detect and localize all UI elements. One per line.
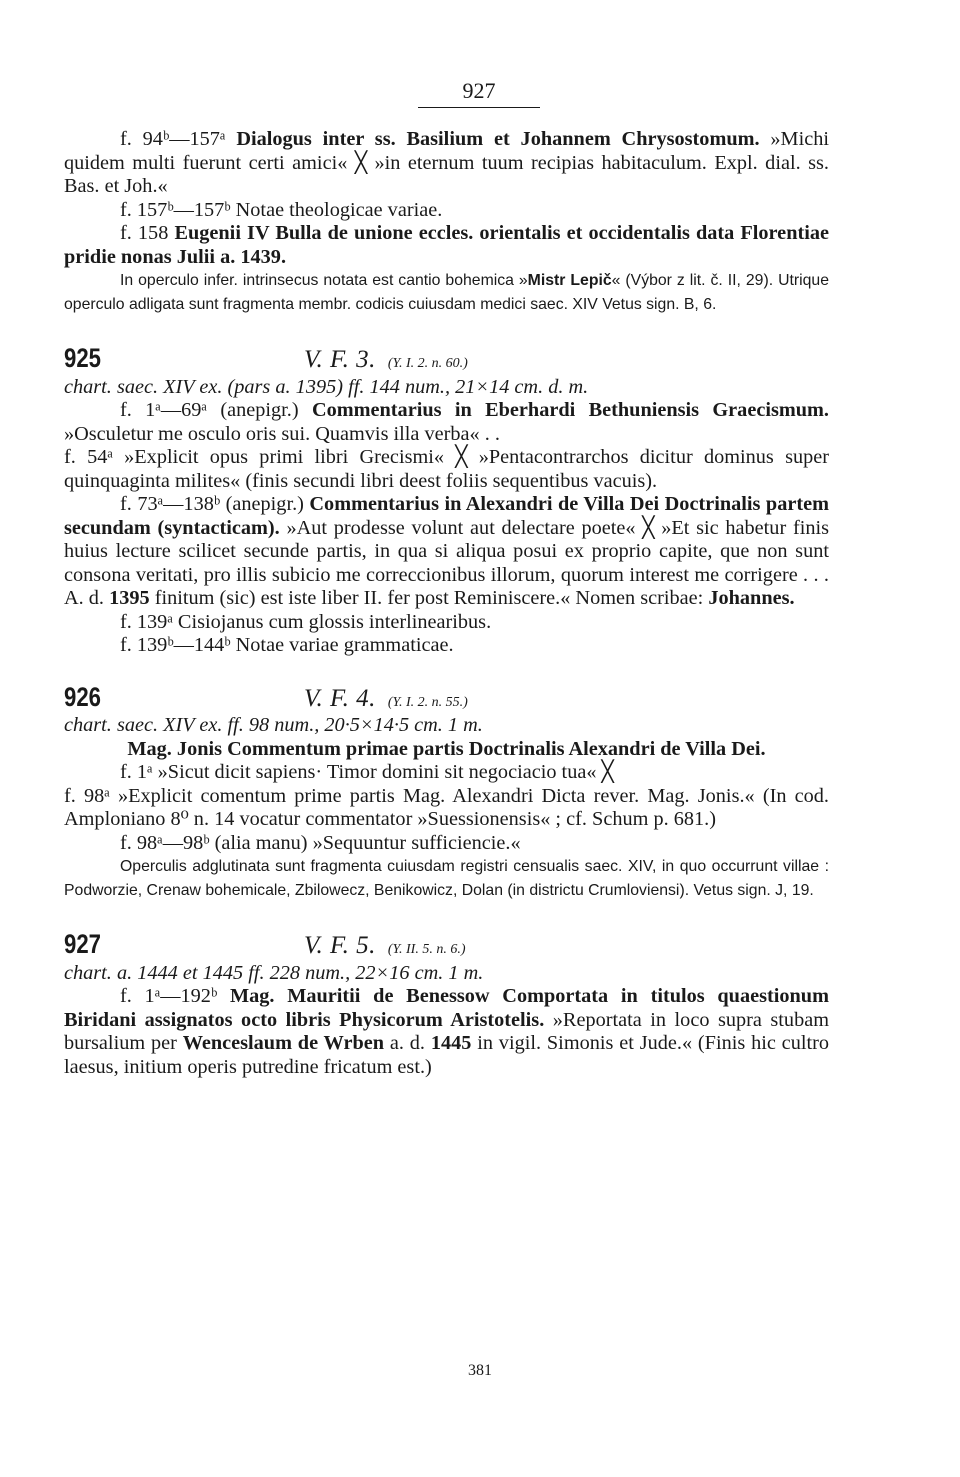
entry-heading [64, 343, 829, 376]
folio-paragraph: f. 1ᵃ—192ᵇ Mag. Mauritii de Benessow Comportata in titulos quaestionum Biridani assignatos octo libris Physicorum Aristotelis. »Reportata in loco supra stubam bursalium per Wenceslaum de Wrben a. d. 1445 in vigil. Simonis et Jude.« (Finis hic cultro laesus, initium operis putredine fricatum est.) [64, 985, 829, 1078]
physical-description: chart. saec. XIV ex. ff. 98 num., 20·5×14·5 cm. 1 m. [64, 714, 483, 736]
entry-number: 926 [64, 681, 101, 712]
entry-927 [64, 929, 829, 1079]
binding-note: Operculis adglutinata sunt fragmenta cuiusdam registri censualis saec. XIV, in quo occurrunt villae : Podworzie, Crenaw bohemicale, Zbilowecz, Benikowicz, Dolan (in districtu Crumloviensi). Vetus sign. J, 19. [64, 858, 829, 899]
work-title: Mag. Jonis Commentum primae partis Doctrinalis Alexandri de Villa Dei. [127, 737, 766, 760]
folio-paragraph: f. 139ᵇ—144ᵇ Notae variae grammaticae. [120, 634, 454, 656]
folio-paragraph: f. 54ᵃ »Explicit opus primi libri Grecismi« ╳ »Pentacontrarchos dicitur dominus super quinquaginta milites« (finis secundi libri deest foliis sequentibus vacuis). [64, 446, 829, 492]
shelf-signature: V. F. 4. [304, 684, 376, 712]
folio-paragraph: f. 73ᵃ—138ᵇ (anepigr.) Commentarius in Alexandri de Villa Dei Doctrinalis partem secundam (syntacticam). »Aut prodesse volunt aut delectare poete« ╳ »Et sic habetur finis huius lecture scilicet secunde partis, in qua si aliqua posui ex proprio capite, que non sunt consona veritati, pro illis subicio me correccionibus illorum, quorum interest me corrigere . . . A. d. 1395 finitum (sic) est iste liber II. fer post Reminiscere.« Nomen scribae: Johannes. [64, 493, 829, 609]
binding-note: In operculo infer. intrinsecus notata est cantio bohemica »Mistr Lepič« (Výbor z lit. č. II, 29). Utrique operculo adligata sunt fragmenta membr. codicis cuiusdam medici saec. XIV Vetus sign. B, 6. [64, 272, 830, 313]
page-footer-number: 381 [468, 1362, 492, 1379]
old-signature: (Y. II. 5. n. 6.) [387, 942, 466, 957]
folio-paragraph: f. 98ᵃ—98ᵇ (alia manu) »Sequuntur sufficiencie.« [120, 831, 521, 854]
entry-925 [64, 343, 829, 658]
entry-heading [64, 681, 829, 715]
page-content [64, 128, 829, 1079]
shelf-signature: V. F. 3. [304, 346, 376, 373]
old-signature: (Y. I. 2. n. 55.) [387, 694, 468, 710]
physical-description: chart. saec. XIV ex. (pars a. 1395) ff. 144 num., 21×14 cm. d. m. [64, 375, 589, 398]
folio-paragraph: f. 139ᵃ Cisiojanus cum glossis interlinearibus. [120, 610, 492, 633]
entry-926 [64, 681, 829, 904]
entry-number: 927 [64, 929, 101, 959]
folio-paragraph: f. 157ᵇ—157ᵇ Notae theologicae variae. [120, 198, 443, 221]
folio-paragraph: f. 1ᵃ—69ᵃ (anepigr.) Commentarius in Eberhardi Bethuniensis Graecismum. »Osculetur me osculo oris sui. Quamvis illa verba« . . [64, 399, 829, 445]
physical-description: chart. a. 1444 et 1445 ff. 228 num., 22×16 cm. 1 m. [64, 961, 484, 984]
entry-number: 925 [64, 343, 101, 373]
folio-paragraph: f. 94ᵇ—157ᵃ Dialogus inter ss. Basilium et Johannem Chrysostomum. »Michi quidem multi fuerunt certi amici« ╳ »in eternum tuum recipias habitaculum. Expl. dial. ss. Bas. et Joh.« [64, 128, 829, 197]
entry-924-continuation [64, 128, 829, 317]
page-header-number: 927 [418, 78, 540, 108]
shelf-signature: V. F. 5. [304, 932, 376, 959]
folio-paragraph: f. 158 Eugenii IV Bulla de unione eccles. orientalis et occidentalis data Florentiae pridie nonas Julii a. 1439. [64, 222, 829, 268]
folio-paragraph: f. 1ᵃ »Sicut dicit sapiens· Timor domini sit negociacio tua« ╳ [120, 761, 614, 783]
folio-paragraph: f. 98ᵃ »Explicit comentum prime partis Mag. Alexandri Dicta rever. Mag. Jonis.« (In cod. Amploniano 8⁰ n. 14 vocatur commentator »Suessionensis« ; cf. Schum p. 681.) [64, 784, 829, 830]
entry-heading [64, 929, 829, 962]
old-signature: (Y. I. 2. n. 60.) [387, 356, 468, 371]
